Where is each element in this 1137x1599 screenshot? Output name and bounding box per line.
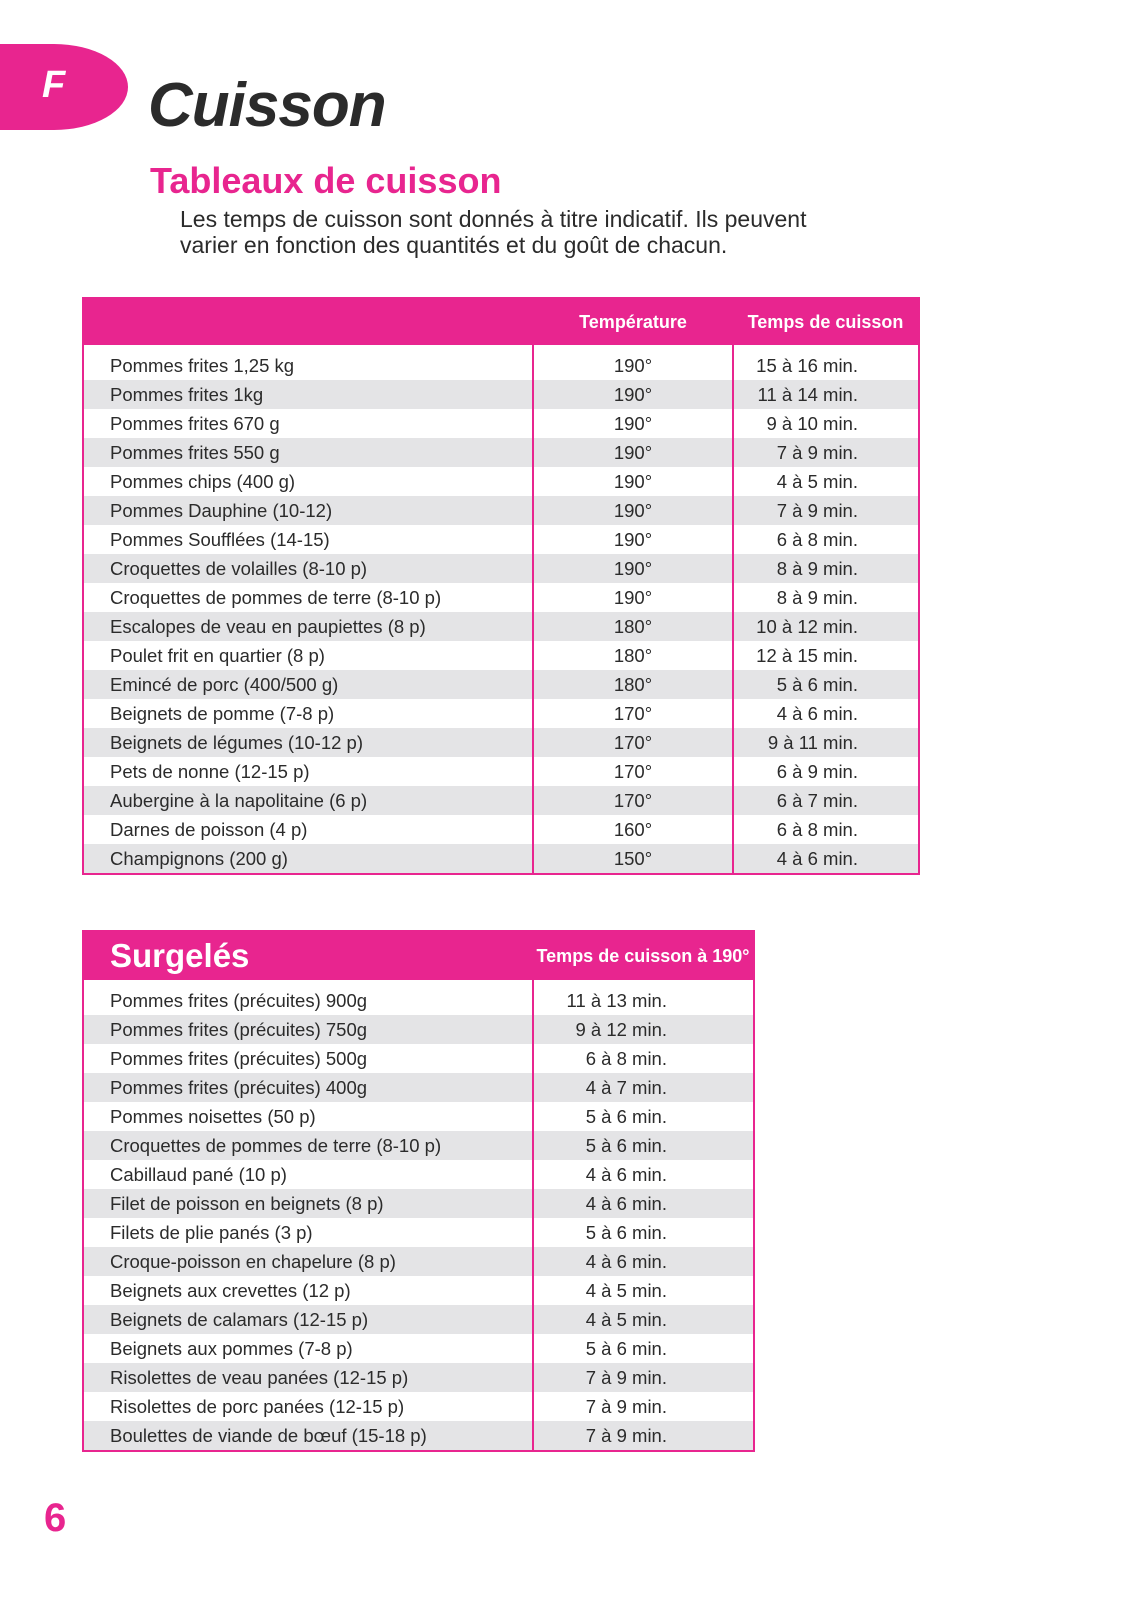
value-cell: 9 à 12 min. [533, 1015, 754, 1044]
table-row [83, 467, 919, 496]
dish-cell: Croque-poisson en chapelure (8 p) [83, 1247, 533, 1276]
value-cell: 190° [533, 467, 733, 496]
dish-cell: Croquettes de volailles (8-10 p) [83, 554, 533, 583]
value-cell: 5 à 6 min. [533, 1218, 754, 1247]
value-cell: 7 à 9 min. [533, 1421, 754, 1451]
dish-cell: Cabillaud pané (10 p) [110, 1163, 287, 1185]
time-cell: 8 à 9 min. [733, 583, 919, 612]
table-row [83, 554, 919, 583]
table-header-row [83, 298, 919, 345]
value-cell: 170° [533, 728, 733, 757]
table-row [83, 612, 919, 641]
dish-cell: Boulettes de viande de bœuf (15-18 p) [83, 1421, 533, 1451]
page-title: Cuisson [148, 71, 386, 140]
cooking-table-body [83, 345, 919, 874]
value-cell: 4 à 6 min. [533, 1247, 754, 1276]
time-cell: 7 à 9 min. [733, 438, 919, 467]
table-row [83, 1218, 754, 1247]
dish-cell: Risolettes de porc panées (12-15 p) [110, 1395, 405, 1417]
time-cell: 10 à 12 min. [733, 612, 919, 641]
table-row [83, 1363, 754, 1392]
value-cell: 170° [533, 699, 733, 728]
dish-cell: Pommes frites (précuites) 900g [110, 989, 368, 1011]
value-cell: 4 à 6 min. [533, 1189, 754, 1218]
dish-cell: Croquettes de pommes de terre (8-10 p) [110, 586, 442, 608]
table-header-row [83, 931, 754, 980]
dish-cell: Croquettes de pommes de terre (8-10 p) [83, 1131, 533, 1160]
value-cell: 190° [533, 345, 733, 380]
dish-cell: Beignets aux pommes (7-8 p) [110, 1337, 353, 1359]
table-row [83, 641, 919, 670]
dish-cell: Champignons (200 g) [83, 844, 533, 874]
value-cell: 7 à 9 min. [533, 1363, 754, 1392]
table-row [83, 1334, 754, 1363]
dish-cell: Pommes noisettes (50 p) [110, 1105, 316, 1127]
table-row [83, 980, 754, 1015]
time-cell: 15 à 16 min. [733, 345, 919, 380]
value-cell: 180° [533, 670, 733, 699]
value-cell: 170° [533, 786, 733, 815]
table-row [83, 1044, 754, 1073]
section-subtitle: Tableaux de cuisson [150, 160, 502, 201]
frozen-table [82, 930, 755, 1452]
dish-cell: Darnes de poisson (4 p) [110, 818, 308, 840]
table-row [83, 1305, 754, 1334]
table-row [83, 1189, 754, 1218]
table-row [83, 1421, 754, 1451]
value-cell: 180° [533, 612, 733, 641]
value-cell: 4 à 5 min. [533, 1276, 754, 1305]
value-cell: 11 à 13 min. [533, 980, 754, 1015]
value-cell: 4 à 7 min. [533, 1073, 754, 1102]
value-cell: 170° [533, 757, 733, 786]
dish-cell: Pommes Soufflées (14-15) [110, 528, 330, 550]
value-cell: 190° [533, 583, 733, 612]
header-cooking-time-190: Temps de cuisson à 190° [533, 931, 754, 980]
table-row [83, 1131, 754, 1160]
dish-cell: Risolettes de veau panées (12-15 p) [83, 1363, 533, 1392]
dish-cell: Pommes frites 1kg [83, 380, 533, 409]
dish-cell: Pommes frites 1,25 kg [110, 354, 295, 376]
time-cell: 6 à 8 min. [733, 525, 919, 554]
value-cell: 4 à 5 min. [533, 1305, 754, 1334]
dish-cell: Filets de plie panés (3 p) [110, 1221, 313, 1243]
table-row [83, 786, 919, 815]
time-cell: 5 à 6 min. [733, 670, 919, 699]
frozen-table-body [83, 980, 754, 1451]
dish-cell: Pommes chips (400 g) [110, 470, 296, 492]
dish-cell: Filet de poisson en beignets (8 p) [83, 1189, 533, 1218]
table-row [83, 728, 919, 757]
time-cell: 7 à 9 min. [733, 496, 919, 525]
table-row [83, 1073, 754, 1102]
time-cell: 11 à 14 min. [733, 380, 919, 409]
value-cell: 190° [533, 496, 733, 525]
table-row [83, 496, 919, 525]
value-cell: 190° [533, 554, 733, 583]
dish-cell: Pommes frites 550 g [83, 438, 533, 467]
value-cell: 4 à 6 min. [533, 1160, 754, 1189]
time-cell: 6 à 7 min. [733, 786, 919, 815]
dish-cell: Beignets de légumes (10-12 p) [83, 728, 533, 757]
value-cell: 180° [533, 641, 733, 670]
table-row [83, 345, 919, 380]
value-cell: 190° [533, 380, 733, 409]
dish-cell: Aubergine à la napolitaine (6 p) [83, 786, 533, 815]
value-cell: 190° [533, 409, 733, 438]
value-cell: 160° [533, 815, 733, 844]
dish-cell: Pommes frites (précuites) 750g [83, 1015, 533, 1044]
time-cell: 9 à 11 min. [733, 728, 919, 757]
time-cell: 4 à 5 min. [733, 467, 919, 496]
table-row [83, 525, 919, 554]
value-cell: 190° [533, 438, 733, 467]
table-row [83, 757, 919, 786]
time-cell: 4 à 6 min. [733, 844, 919, 874]
dish-cell: Pets de nonne (12-15 p) [110, 760, 310, 782]
table-row [83, 1392, 754, 1421]
intro-text: Les temps de cuisson sont donnés à titre indicatif. Ils peuvent varier en fonction des quantités et du goût de chacun. [180, 206, 807, 258]
dish-cell: Pommes frites 670 g [110, 412, 280, 434]
value-cell: 6 à 8 min. [533, 1044, 754, 1073]
time-cell: 4 à 6 min. [733, 699, 919, 728]
table-row [83, 583, 919, 612]
page-number: 6 [44, 1496, 67, 1540]
value-cell: 5 à 6 min. [533, 1131, 754, 1160]
dish-cell: Emincé de porc (400/500 g) [83, 670, 533, 699]
table-row [83, 380, 919, 409]
table-row [83, 670, 919, 699]
dish-cell: Beignets de pomme (7-8 p) [110, 702, 335, 724]
value-cell: 5 à 6 min. [533, 1334, 754, 1363]
value-cell: 7 à 9 min. [533, 1392, 754, 1421]
header-frozen-title: Surgelés [83, 931, 533, 980]
header-dish [83, 298, 533, 345]
language-letter: F [42, 64, 66, 106]
dish-cell: Escalopes de veau en paupiettes (8 p) [83, 612, 533, 641]
value-cell: 190° [533, 525, 733, 554]
table-row [83, 699, 919, 728]
dish-cell: Pommes frites (précuites) 500g [110, 1047, 368, 1069]
dish-cell: Poulet frit en quartier (8 p) [110, 644, 325, 666]
table-row [83, 844, 919, 874]
table-row [83, 1102, 754, 1131]
dish-cell: Pommes frites (précuites) 400g [83, 1073, 533, 1102]
table-row [83, 1247, 754, 1276]
header-temperature: Température [533, 298, 733, 345]
dish-cell: Beignets aux crevettes (12 p) [110, 1279, 351, 1301]
table-row [83, 1015, 754, 1044]
cooking-table [82, 297, 920, 875]
table-row [83, 815, 919, 844]
value-cell: 5 à 6 min. [533, 1102, 754, 1131]
table-row [83, 438, 919, 467]
time-cell: 9 à 10 min. [733, 409, 919, 438]
time-cell: 8 à 9 min. [733, 554, 919, 583]
time-cell: 6 à 9 min. [733, 757, 919, 786]
time-cell: 6 à 8 min. [733, 815, 919, 844]
table-row [83, 1276, 754, 1305]
dish-cell: Beignets de calamars (12-15 p) [83, 1305, 533, 1334]
time-cell: 12 à 15 min. [733, 641, 919, 670]
table-row [83, 409, 919, 438]
header-cooking-time: Temps de cuisson [733, 298, 919, 345]
dish-cell: Pommes Dauphine (10-12) [83, 496, 533, 525]
value-cell: 150° [533, 844, 733, 874]
table-row [83, 1160, 754, 1189]
